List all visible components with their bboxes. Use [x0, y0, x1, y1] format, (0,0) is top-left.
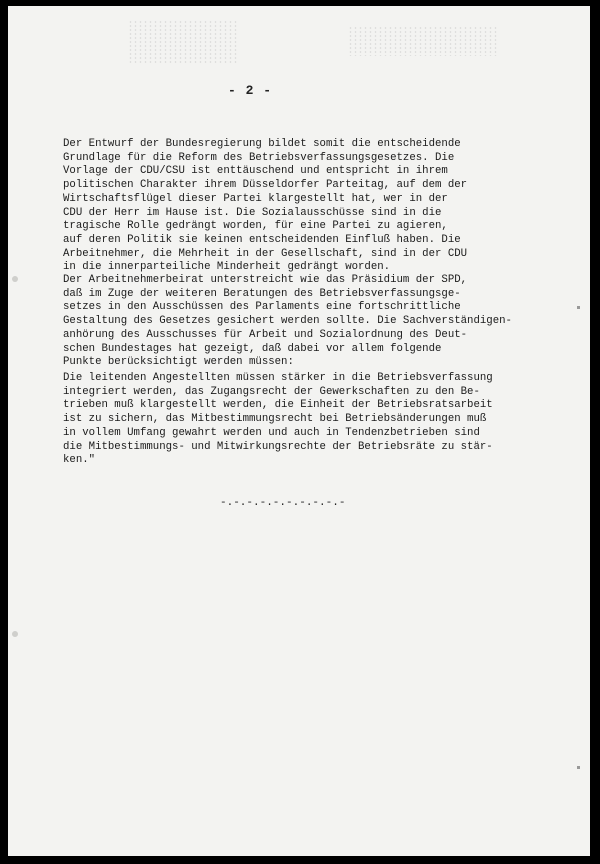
page-number: - 2 - — [228, 83, 273, 98]
scan-mark — [577, 766, 580, 769]
section-divider: -.-.-.-.-.-.-.-.-.- — [220, 497, 346, 509]
scan-mark — [577, 306, 580, 309]
punch-hole — [12, 631, 18, 637]
paragraph-1: Der Entwurf der Bundesregierung bildet somit die entscheidende Grundlage für die Reform des Betriebsverfassungsgesetzes. Die Vorlage der CDU/CSU ist enttäuschend und entspricht in ihrem politischen Charakter ihrem Düsseldorfer Parteitag, auf dem der Wirtschaftsflügel dieser Partei klargestellt hat, wer in der CDU der Herr im Hause ist. Die Sozialausschüsse sind in die tragische Rolle gedrängt worden, für eine Partei zu agieren, auf deren Politik sie keinen entscheidenden Einfluß haben. Die Arbeitnehmer, die Mehrheit in der Gesellschaft, sind in der CDU in die innerparteiliche Minderheit gedrängt worden. — [63, 138, 468, 274]
scan-noise — [128, 20, 238, 64]
paragraph-3: Die leitenden Angestellten müssen stärker in die Betriebsverfassung integriert werden, das Zugangsrecht der Gewerkschaften zu den Be- trieben muß klargestellt werden, die Einheit der Betriebsratsarbeit ist zu sichern, das Mitbestimmungsrecht bei Betriebsänderungen muß in vollem Umfang gewahrt werden und auch in Tendenzbetrieben sind die Mitbestimmungs- und Mitwirkungsrechte der Betriebsräte zu stär- ken." — [63, 372, 493, 467]
scan-noise — [348, 26, 498, 56]
document-page — [8, 6, 590, 856]
punch-hole — [12, 276, 18, 282]
paragraph-2: Der Arbeitnehmerbeirat unterstreicht wie das Präsidium der SPD, daß im Zuge der weiteren Beratungen des Betriebsverfassungsge- setzes in den Ausschüssen des Parlaments eine fortschrittliche Gestaltung des Gesetzes gesichert werden sollte. Die Sachverständigen- anhörung des Ausschusses für Arbeit und Sozialordnung des Deut- schen Bundestages hat gezeigt, daß dabei vor allem folgende Punkte berücksichtigt werden müssen: — [63, 274, 512, 369]
